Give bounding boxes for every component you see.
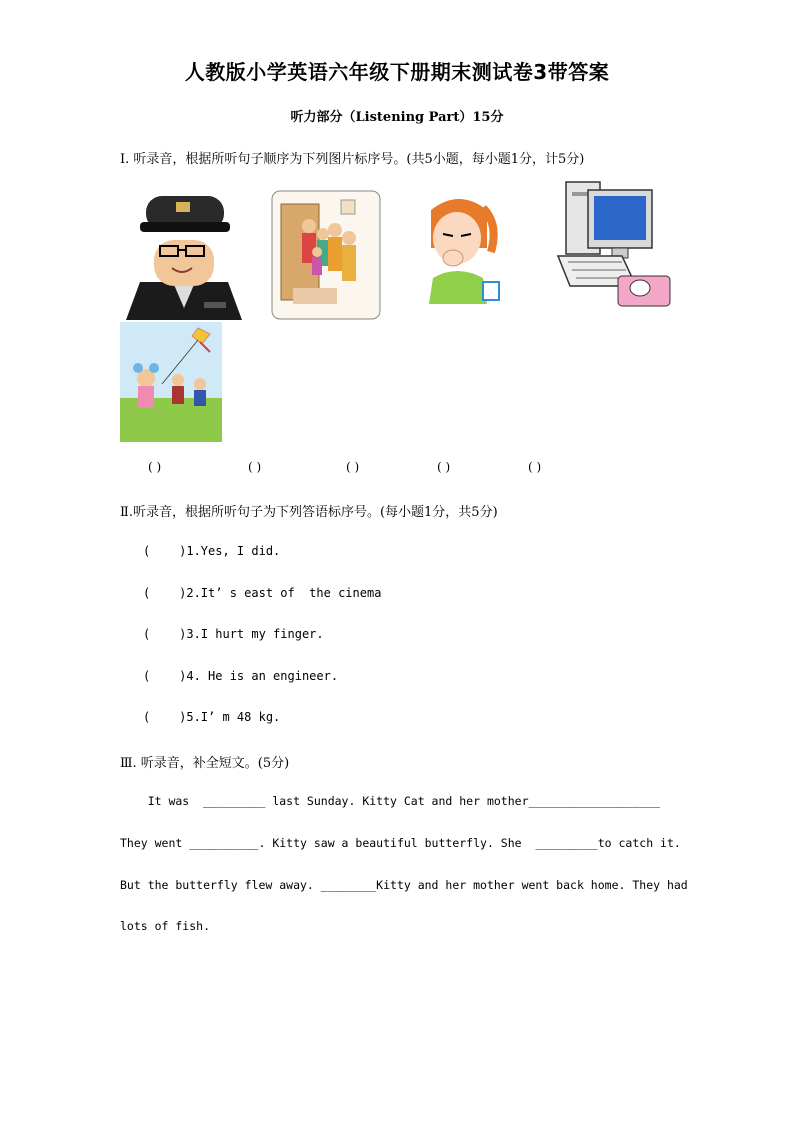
answer-item[interactable]: ( )2.It’ s east of the cinema — [143, 586, 382, 600]
passage-line: lots of fish. — [120, 919, 211, 933]
picture-blank[interactable]: ( ) — [148, 460, 162, 474]
section-3-heading: Ⅲ. 听录音，补全短文。(5分) — [120, 756, 290, 771]
picture-blank[interactable]: ( ) — [248, 460, 262, 474]
answer-item[interactable]: ( )4. He is an engineer. — [143, 669, 339, 683]
coughing-girl-icon — [413, 194, 507, 320]
picture-blank[interactable]: ( ) — [528, 460, 542, 474]
listening-part-subtitle: 听力部分（Listening Part）15分 — [290, 110, 504, 125]
policeman-icon — [126, 182, 242, 320]
section-2-heading: Ⅱ.听录音，根据所听句子为下列答语标序号。(每小题1分，共5分) — [120, 505, 498, 520]
computer-icon — [554, 178, 674, 310]
passage-line: They went __________. Kitty saw a beautiful butterfly. She _________to catch it. — [120, 836, 681, 850]
picture-blank[interactable]: ( ) — [346, 460, 360, 474]
section-1-heading: Ⅰ. 听录音，根据所听句子顺序为下列图片标序号。(共5小题，每小题1分，计5分) — [120, 152, 585, 167]
kite-flying-icon — [120, 322, 222, 442]
answer-item[interactable]: ( )3.I hurt my finger. — [143, 627, 324, 641]
answer-item[interactable]: ( )5.I’ m 48 kg. — [143, 710, 281, 724]
answer-item[interactable]: ( )1.Yes, I did. — [143, 544, 281, 558]
family-visit-icon — [271, 190, 381, 320]
page-title: 人教版小学英语六年级下册期末测试卷3带答案 — [184, 60, 610, 84]
picture-blank[interactable]: ( ) — [437, 460, 451, 474]
passage-line: But the butterfly flew away. ________Kitty and her mother went back home. They had — [120, 878, 688, 892]
passage-line: It was _________ last Sunday. Kitty Cat and her mother___________________ — [120, 794, 661, 808]
